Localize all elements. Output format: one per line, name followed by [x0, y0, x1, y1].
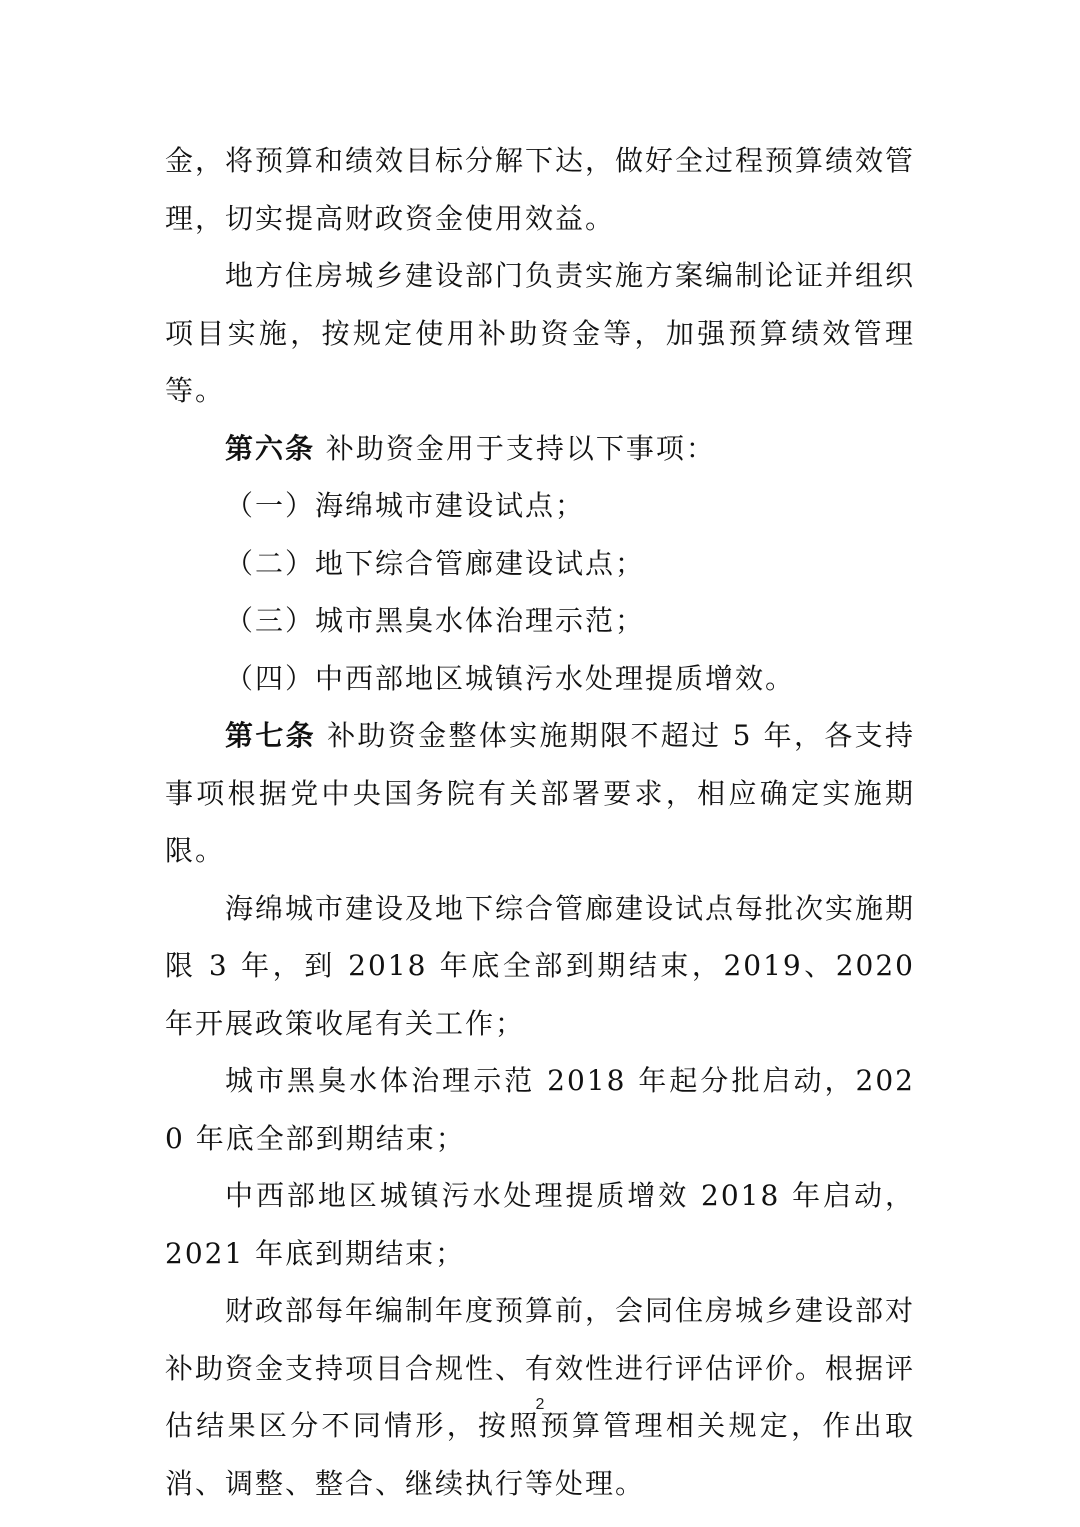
list-item-text: （一）海绵城市建设试点； — [225, 489, 586, 522]
list-item-text: （三）城市黑臭水体治理示范； — [225, 604, 646, 637]
list-item-text: （二）地下综合管廊建设试点； — [225, 546, 646, 580]
page-number: 2 — [535, 1396, 545, 1413]
article-number: 第六条 — [225, 431, 316, 465]
paragraph-sewage-period — [165, 1167, 915, 1282]
paragraph-water-governance-period — [165, 1052, 915, 1167]
paragraph-text: 金，将预算和绩效目标分解下达，做好全过程预算绩效管理，切实提高财政资金使用效益。 — [165, 144, 916, 235]
paragraph-local-housing-dept — [165, 247, 915, 420]
paragraph-text: 中西部地区城镇污水处理提质增效 2018 年启动，2021 年底到期结束； — [165, 1179, 915, 1270]
paragraph-text: 补助资金用于支持以下事项： — [315, 431, 716, 465]
paragraph-text: 财政部每年编制年度预算前，会同住房城乡建设部对补助资金支持项目合规性、有效性进行评估评价。根据评估结果区分不同情形，按照预算管理相关规定，作出取消、调整、整合、继续执行等处理。 — [165, 1294, 916, 1500]
list-item-sewage-treatment — [165, 650, 915, 708]
paragraph-text: 海绵城市建设及地下综合管廊建设试点每批次实施期限 3 年，到 2018 年底全部到期结束，2019、2020 年开展政策收尾有关工作； — [165, 891, 916, 1040]
list-item-sponge-city — [165, 477, 915, 535]
paragraph-text: 城市黑臭水体治理示范 2018 年起分批启动，2020 年底全部到期结束； — [165, 1064, 915, 1155]
paragraph-fund-budget-continuation — [165, 132, 915, 247]
paragraph-text: 补助资金整体实施期限不超过 5 年，各支持事项根据党中央国务院有关部署要求，相应确定实施期限。 — [165, 719, 915, 867]
list-item-text: （四）中西部地区城镇污水处理提质增效。 — [225, 661, 796, 695]
document-body — [165, 132, 915, 1512]
list-item-black-odorous-water — [165, 592, 915, 650]
paragraph-sponge-tunnel-period — [165, 880, 915, 1053]
article-seven-heading — [165, 707, 915, 880]
list-item-utility-tunnel — [165, 535, 915, 593]
paragraph-text: 地方住房城乡建设部门负责实施方案编制论证并组织项目实施，按规定使用补助资金等，加强预算绩效管理等。 — [165, 259, 916, 407]
article-number: 第七条 — [225, 719, 316, 752]
article-six-heading — [165, 420, 915, 478]
